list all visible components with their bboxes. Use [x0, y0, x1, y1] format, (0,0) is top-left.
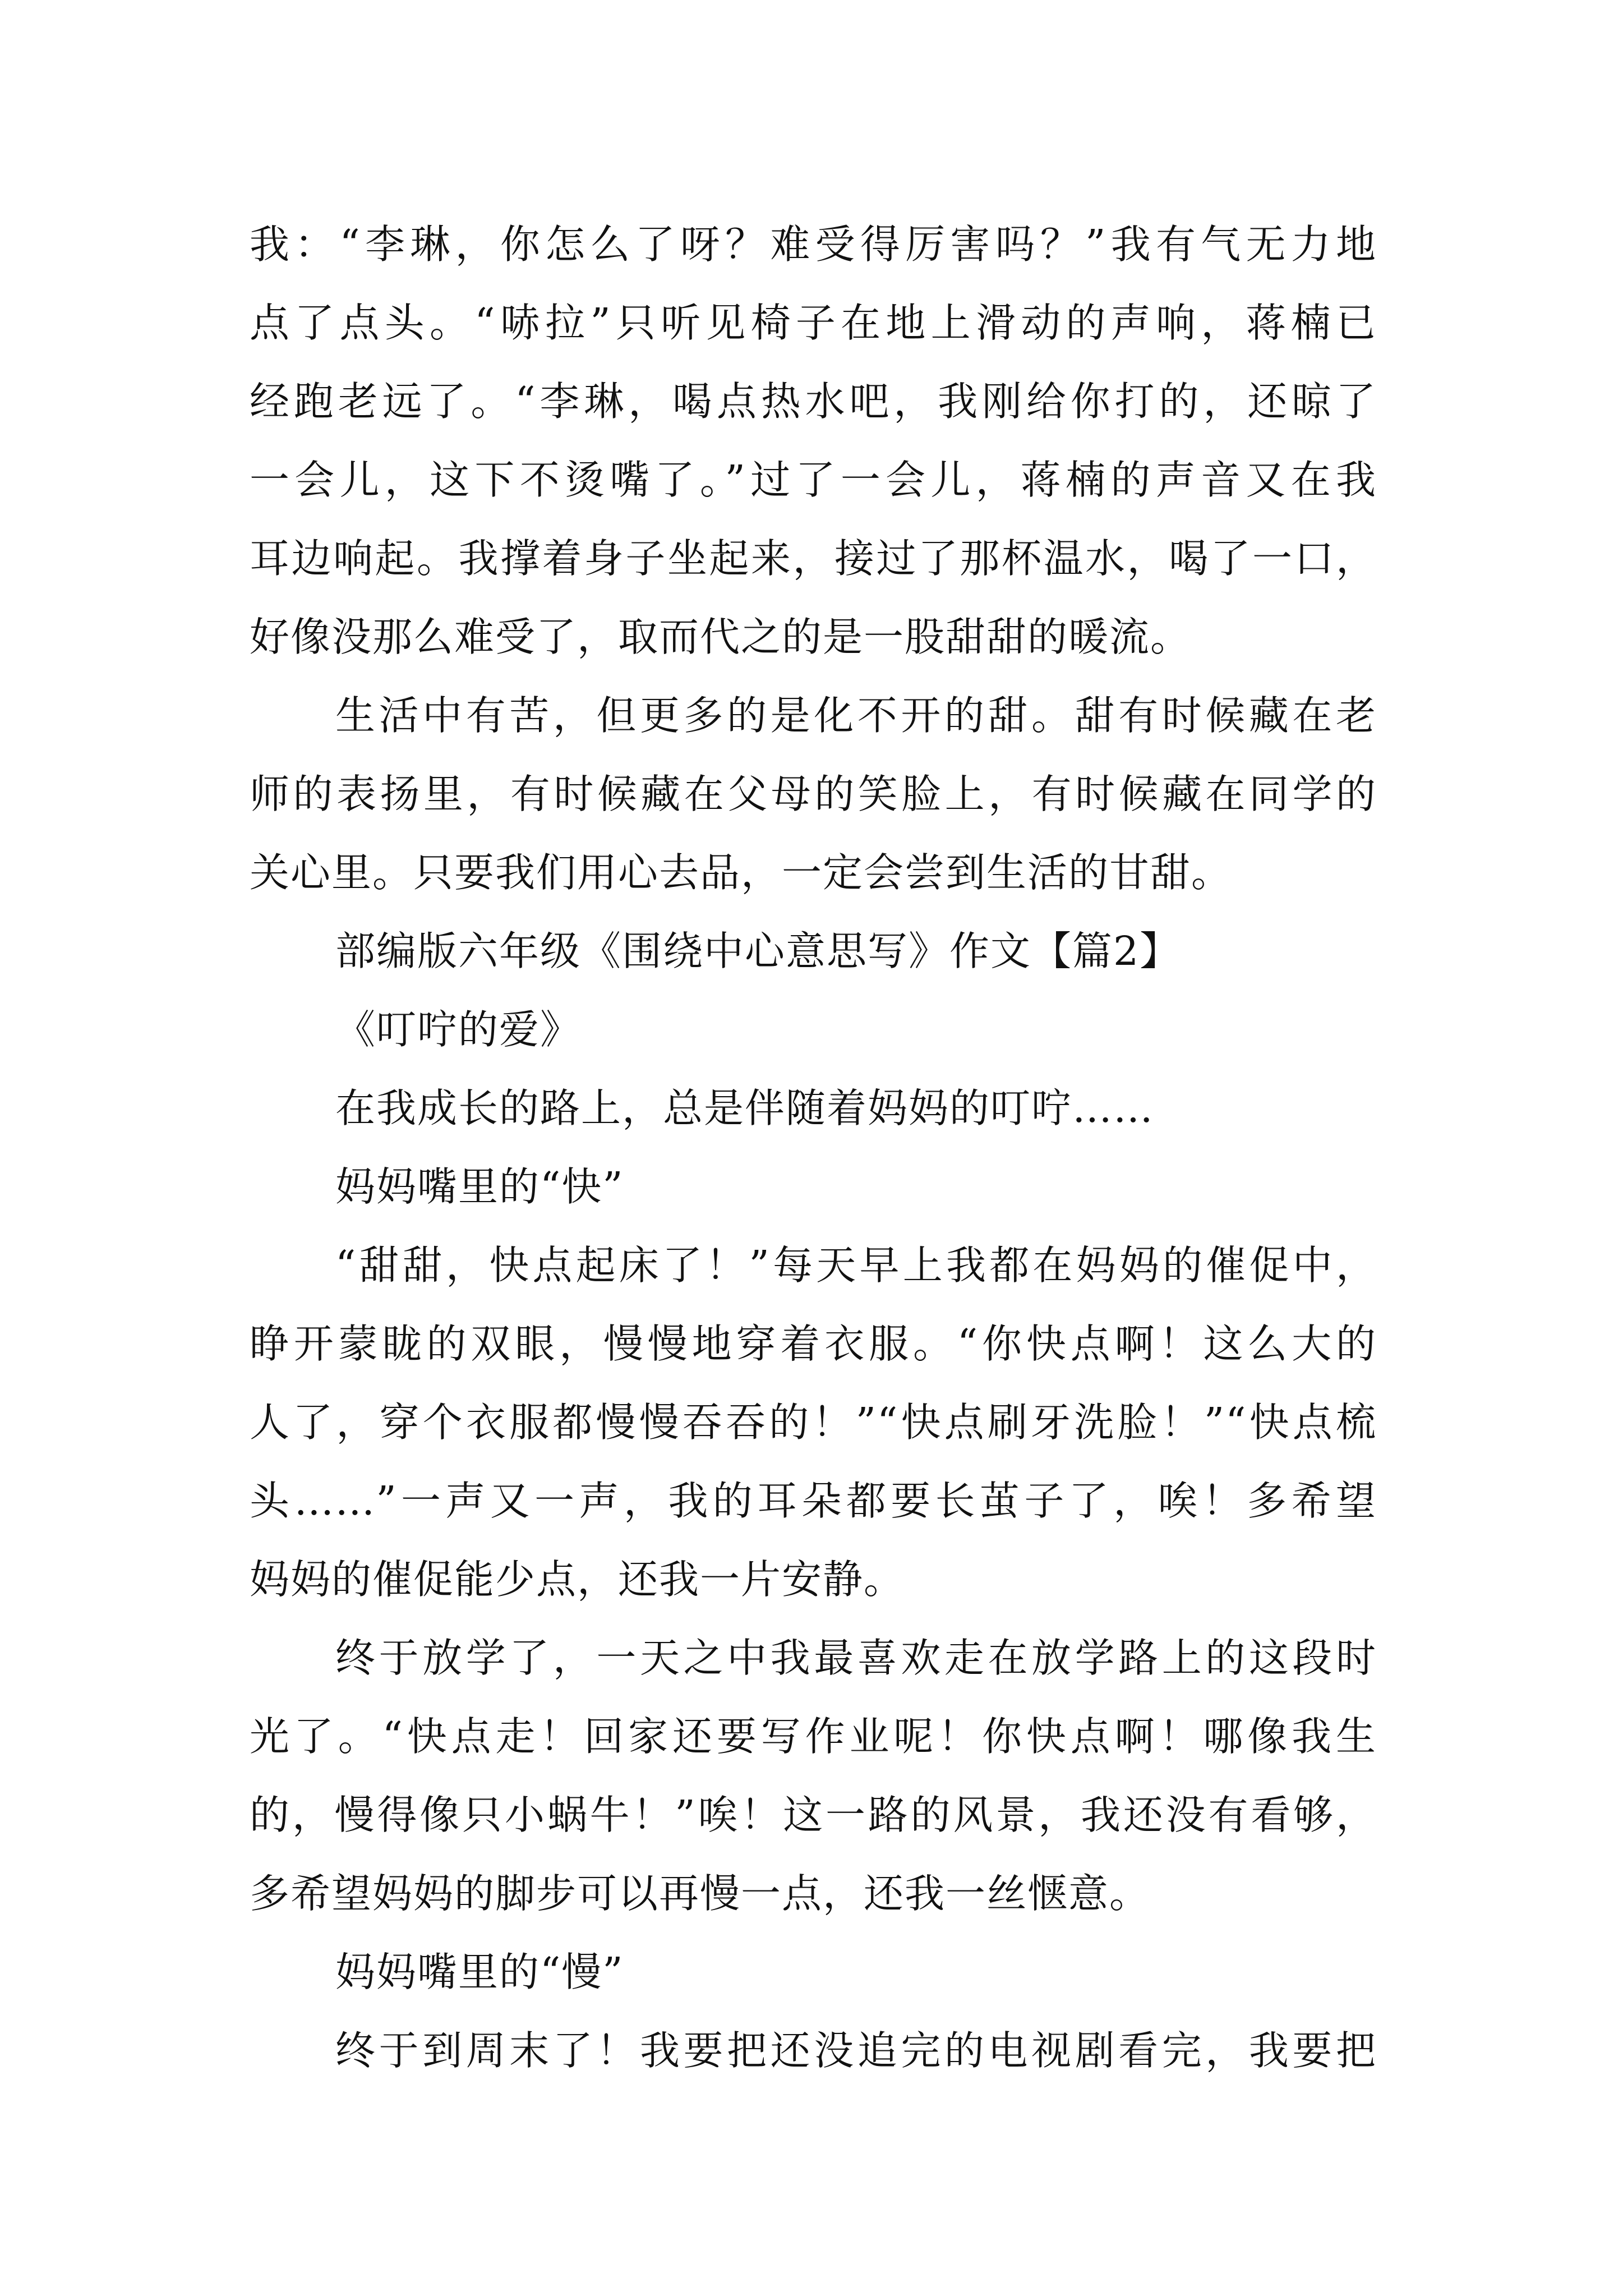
subheading: 妈妈嘴里的“快”: [335, 1163, 624, 1210]
paragraph-line: 经跑老远了。“李琳，喝点热水吧，我刚给你打的，还晾了: [250, 378, 1377, 425]
paragraph-line: 头……”一声又一声，我的耳朵都要长茧子了，唉！多希望: [250, 1478, 1377, 1524]
paragraph-line: 在我成长的路上，总是伴随着妈妈的叮咛……: [335, 1085, 1155, 1131]
paragraph-line: 光了。“快点走！回家还要写作业呢！你快点啊！哪像我生: [250, 1713, 1377, 1760]
paragraph-line: 点了点头。“哧拉”只听见椅子在地上滑动的声响，蒋楠已: [250, 300, 1377, 346]
paragraph-line: 终于放学了，一天之中我最喜欢走在放学路上的这段时: [335, 1635, 1377, 1681]
paragraph-line: 一会儿，这下不烫嘴了。”过了一会儿，蒋楠的声音又在我: [250, 457, 1377, 503]
paragraph-line: 耳边响起。我撑着身子坐起来，接过了那杯温水，喝了一口，: [250, 535, 1377, 582]
section-heading: 部编版六年级《围绕中心意思写》作文【篇2】: [335, 928, 1181, 974]
paragraph-line: 妈妈的催促能少点，还我一片安静。: [250, 1556, 905, 1603]
paragraph-line: 生活中有苦，但更多的是化不开的甜。甜有时候藏在老: [335, 692, 1377, 739]
paragraph-line: 的，慢得像只小蜗牛！”唉！这一路的风景，我还没有看够，: [250, 1792, 1377, 1838]
paragraph-line: 我：“李琳，你怎么了呀？难受得厉害吗？”我有气无力地: [250, 221, 1377, 268]
paragraph-line: 终于到周末了！我要把还没追完的电视剧看完，我要把: [335, 2027, 1377, 2074]
subheading: 妈妈嘴里的“慢”: [335, 1949, 624, 1995]
paragraph-line: 睁开蒙眬的双眼，慢慢地穿着衣服。“你快点啊！这么大的: [250, 1320, 1377, 1367]
paragraph-line: 好像没那么难受了，取而代之的是一股甜甜的暖流。: [250, 614, 1192, 660]
paragraph-line: 关心里。只要我们用心去品，一定会尝到生活的甘甜。: [250, 849, 1233, 896]
paragraph-line: “甜甜，快点起床了！”每天早上我都在妈妈的催促中，: [335, 1242, 1377, 1289]
essay-title: 《叮咛的爱》: [335, 1006, 582, 1053]
paragraph-line: 师的表扬里，有时候藏在父母的笑脸上，有时候藏在同学的: [250, 771, 1377, 817]
paragraph-line: 人了，穿个衣服都慢慢吞吞的！”“快点刷牙洗脸！”“快点梳: [250, 1399, 1377, 1446]
paragraph-line: 多希望妈妈的脚步可以再慢一点，还我一丝惬意。: [250, 1870, 1151, 1917]
